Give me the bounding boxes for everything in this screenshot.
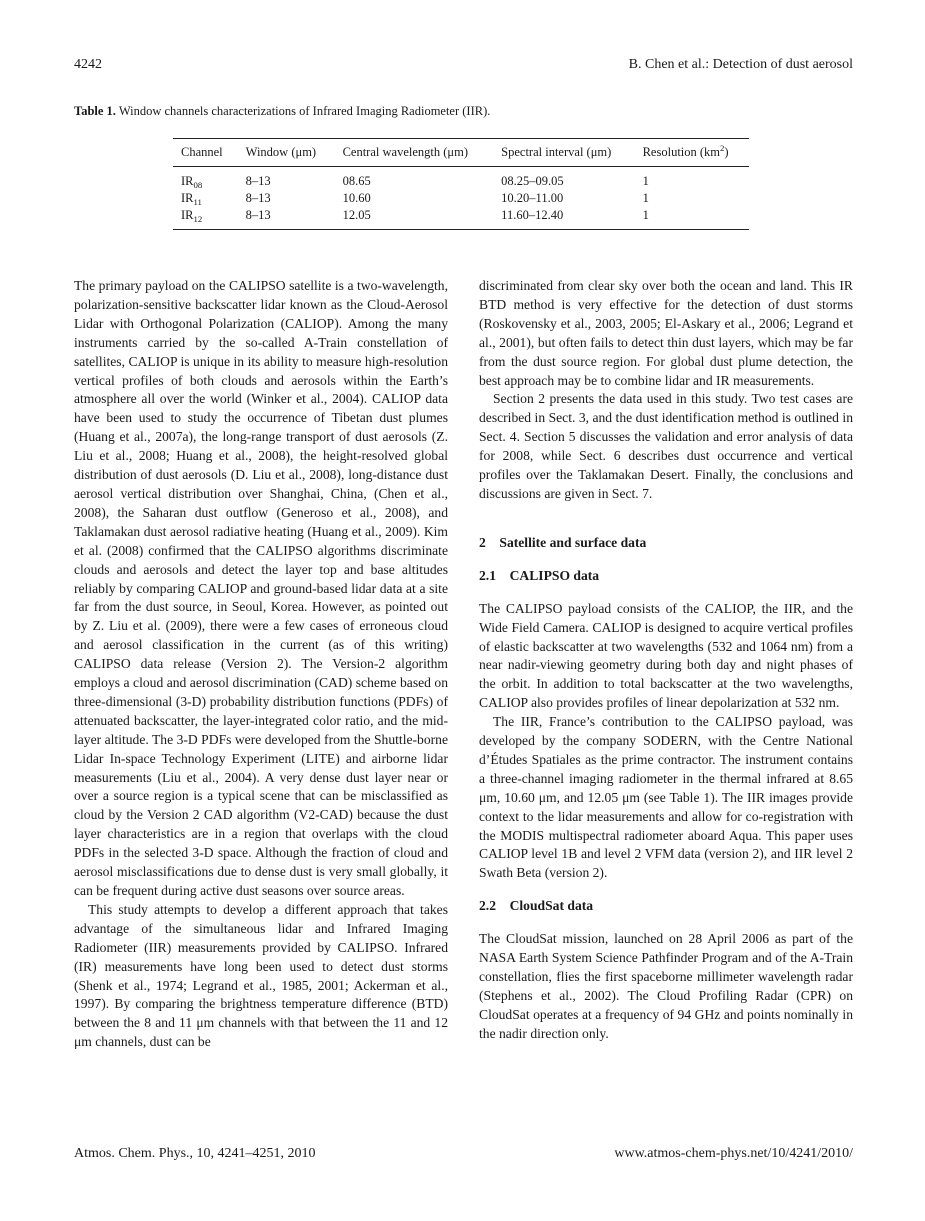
cell-resolution: 1 (642, 174, 649, 188)
table-caption-text: Window channels characterizations of Infrared Imaging Radiometer (IIR). (115, 104, 491, 118)
header-spectral-interval: Spectral interval (μm) (493, 139, 634, 167)
table-row (173, 190, 749, 207)
channels-table (173, 138, 749, 230)
cell-window: 8–13 (238, 207, 335, 230)
header-central-wavelength: Central wavelength (μm) (335, 139, 494, 167)
cell-interval: 11.60–12.40 (493, 207, 634, 230)
cell-interval: 10.20–11.00 (501, 191, 564, 205)
cell-central: 10.60 (342, 191, 371, 205)
paragraph: Section 2 presents the data used in this study. Two test cases are described in Sect. 3, and the dust identification method is outlined in Sect. 4. Section 5 discusses the validation and error analysis of data for 2008, while Sect. 6 describes dust occurrence and vertical profiles over the Taklamakan Desert. Finally, the conclusions and discussions are given in Sect. 7. (479, 391, 853, 501)
right-column (479, 277, 853, 1044)
cell-channel: $IR_{12}$ (173, 207, 238, 230)
cell-interval: 08.25–09.05 (501, 174, 564, 188)
table-caption-label: Table 1. (74, 104, 116, 118)
header-window: Window (μm) (238, 139, 335, 167)
cell-window: 8–13 (245, 174, 271, 188)
section-heading: 2 Satellite and surface data (479, 534, 647, 550)
cell-channel: $IR_{11}$ (181, 191, 202, 207)
paragraph: discriminated from clear sky over both the ocean and land. This IR BTD method is very effective for the detection of dust storms (Roskovensky et al., 2003, 2005; El-Askary et al., 2006; Legrand et al., 2001), but often fails to detect thin dust layers, which may be far from the dust source region. For global dust plume detection, the best approach may be to combine lidar and IR measurements. (479, 278, 853, 388)
cell-central: 12.05 (335, 207, 494, 230)
cell-resolution: 1 (635, 207, 749, 230)
header-channel: Channel (173, 139, 238, 167)
table-row (173, 167, 749, 191)
table-header-row (173, 139, 749, 167)
journal-url[interactable]: www.atmos-chem-phys.net/10/4241/2010/ (614, 1146, 853, 1161)
page-number: 4242 (74, 57, 102, 72)
cell-resolution: 1 (642, 191, 649, 205)
cell-central: 08.65 (342, 174, 371, 188)
paragraph: The primary payload on the CALIPSO satellite is a two-wavelength, polarization-sensitive backscatter lidar known as the Cloud-Aerosol Lidar with Orthogonal Polarization (CALIOP). Among the many instruments carried by the so-called A-Train constellation of satellites, CALIOP is unique in its ability to measure high-resolution vertical profiles of both clouds and aerosols within the Earth’s atmosphere all over the world (Winker et al., 2004). CALIOP data have been used to study the occurrence of Tibetan dust plumes (Huang et al., 2007a), the long-range transport of dust aerosols (Z. Liu et al., 2008; Huang et al., 2008), the height-resolved global distribution of dust aerosols (D. Liu et al., 2008), long-distance dust aerosol vertical distribution over Shanghai, China, (Chen et al., 2008), the Saharan dust outflow (Generoso et al., 2008), and Taklamakan dust aerosol radiative heating (Huang et al., 2009). Kim et al. (2008) confirmed that the CALIPSO algorithms discriminate clouds and aerosols and detect the layer top and base altitudes reliably by comparing CALIOP and ground-based lidar data at a site far from the dust source, in Seoul, Korea. However, as pointed out by Z. Liu et al. (2009), there were a few cases of erroneous cloud and aerosol classification in the current (as of this writing) CALIPSO data release (Version 2). The Version-2 algorithm employs a cloud and aerosol discrimination (CAD) scheme based on three-dimensional (3-D) probability distribution functions (PDFs) of attenuated backscatter, the layer-integrated color ratio, and the mid-layer altitude. The 3-D PDFs were developed from the Shuttle-borne Lidar In-space Technology Experiment (LITE) and airborne lidar measurements (Liu et al., 2004). A very dense dust layer near or over a source region is a typical scene that can be misclassified as cloud by the Version 2 CAD algorithm (V2-CAD) because the dust layer characteristics are in a region that overlaps with the cloud PDFs in the selected 3-D space. Although the fraction of cloud and aerosol misclassifications due to dense dust is very small globally, it can be frequent during active dust seasons over source areas. (74, 278, 448, 898)
subsection-heading: 2.1 CALIPSO data (479, 567, 600, 583)
paragraph: The CloudSat mission, launched on 28 April 2006 as part of the NASA Earth System Science Pathfinder Program and of the A-Train constellation, flies the first spaceborne millimeter wavelength radar (Stephens et al., 2002). The Cloud Profiling Radar (CPR) on CloudSat operates at a frequency of 94 GHz and points nominally in the nadir direction only. (479, 931, 853, 1041)
cell-window: 8–13 (245, 191, 271, 205)
header-resolution: Resolution $(km^2)$ (635, 139, 749, 167)
subsection-heading: 2.2 CloudSat data (479, 898, 594, 914)
journal-citation: Atmos. Chem. Phys., 10, 4241–4251, 2010 (74, 1146, 316, 1161)
table-caption (74, 104, 490, 119)
paragraph: The IIR, France’s contribution to the CALIPSO payload, was developed by the company SODERN, with the Centre National d’Études Spatiales as the prime contractor. The instrument contains a three-channel imaging radiometer in the thermal infrared at 8.65 μm, 10.60 μm, and 12.05 μm (see Table 1). The IIR images provide context to the lidar measurements and allow for co-registration with the MODIS multispectral radiometer aboard Aqua. This paper uses CALIOP level 1B and level 2 VFM data (version 2), and IIR level 2 Swath Beta (version 2). (479, 714, 853, 881)
paragraph: This study attempts to develop a different approach that takes advantage of the simultaneous lidar and Infrared Imaging Radiometer (IIR) measurements provided by CALIPSO. Infrared (IR) measurements have long been used to detect dust storms (Shenk et al., 1974; Legrand et al., 1985, 2001; Ackerman et al., 1997). By comparing the brightness temperature difference (BTD) between the 8 and 11 μm channels with that between the 11 and 12 μm channels, dust can be (74, 901, 448, 1050)
table-row (173, 207, 749, 230)
paragraph: The CALIPSO payload consists of the CALIOP, the IIR, and the Wide Field Camera. CALIOP is designed to acquire vertical profiles of elastic backscatter at two wavelengths (532 and 1064 nm) from a near nadir-viewing geometry during both day and night phases of the orbit. In addition to total backscatter at the two wavelengths, CALIOP also provides profiles of linear depolarization at 532 nm. (479, 600, 853, 711)
left-column (74, 277, 448, 1052)
cell-channel: $IR_{08}$ (181, 174, 203, 190)
running-title: B. Chen et al.: Detection of dust aerosol (628, 57, 853, 72)
